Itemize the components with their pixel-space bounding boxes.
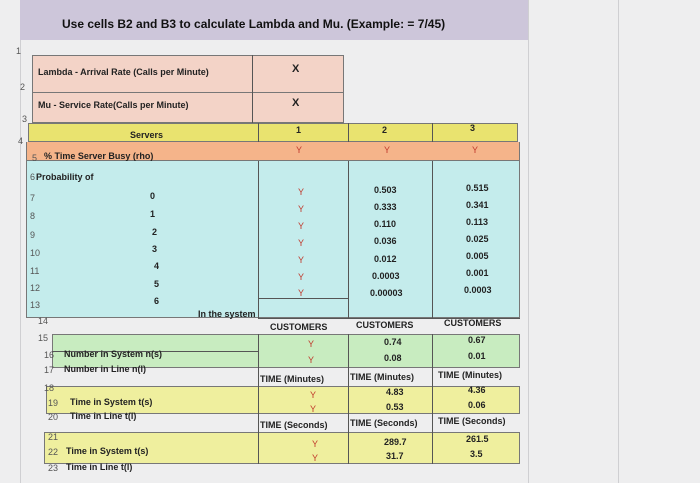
row-number: 18	[44, 383, 55, 393]
row-number: 19	[48, 398, 59, 408]
probability-block	[26, 161, 520, 318]
tl2-3[interactable]: 3.5	[470, 450, 483, 459]
row-number: 20	[48, 412, 59, 422]
prob-n-4: 4	[154, 262, 160, 271]
tl2-1[interactable]: Y	[312, 454, 319, 463]
time-min-header-3: TIME (Minutes)	[438, 371, 502, 380]
prob-c2-3[interactable]: 0.036	[374, 237, 397, 246]
prob-n-1: 1	[150, 210, 156, 219]
row-number: 14	[38, 316, 49, 326]
tl2-2[interactable]: 31.7	[386, 452, 404, 461]
time-sec-header-2: TIME (Seconds)	[350, 419, 418, 428]
row-number: 12	[30, 283, 41, 293]
row-number: 6	[30, 172, 36, 182]
prob-c1-2[interactable]: Y	[298, 222, 305, 231]
prob-c1-0[interactable]: Y	[298, 188, 305, 197]
row-number: 21	[48, 432, 59, 442]
prob-c3-0[interactable]: 0.515	[466, 184, 489, 193]
tl-2[interactable]: 0.53	[386, 403, 404, 412]
row-number: 17	[44, 365, 55, 375]
probability-label: Probability of	[36, 173, 94, 182]
tl-label: Time in Line t(l)	[70, 412, 137, 421]
row-number: 23	[48, 463, 59, 473]
time-sec-header-1: TIME (Seconds)	[260, 421, 328, 430]
ts2-1[interactable]: Y	[312, 440, 319, 449]
row-number: 16	[44, 350, 55, 360]
prob-c3-1[interactable]: 0.341	[466, 201, 489, 210]
page-title: Use cells B2 and B3 to calculate Lambda and Mu. (Example: = 7/45)	[62, 17, 446, 31]
prob-c2-6[interactable]: 0.00003	[370, 289, 403, 298]
prob-c3-2[interactable]: 0.113	[466, 218, 489, 227]
lambda-value-cell[interactable]: X	[292, 64, 300, 75]
ns-3[interactable]: 0.67	[468, 336, 486, 345]
customers-header-3: CUSTOMERS	[444, 319, 502, 328]
prob-n-5: 5	[154, 280, 160, 289]
ts-2[interactable]: 4.83	[386, 388, 404, 397]
prob-c2-1[interactable]: 0.333	[374, 203, 397, 212]
tl-1[interactable]: Y	[310, 405, 317, 414]
row-number: 22	[48, 447, 59, 457]
prob-c3-5[interactable]: 0.001	[466, 269, 489, 278]
customers-header-1: CUSTOMERS	[270, 323, 328, 332]
nl-1[interactable]: Y	[308, 356, 315, 365]
prob-c2-2[interactable]: 0.110	[374, 220, 397, 229]
servers-1: 1	[296, 126, 302, 135]
ns-2[interactable]: 0.74	[384, 338, 402, 347]
prob-c1-5[interactable]: Y	[298, 273, 305, 282]
ts-3[interactable]: 4.36	[468, 386, 486, 395]
rho-label: % Time Server Busy (rho)	[44, 152, 154, 161]
prob-n-6: 6	[154, 297, 160, 306]
nl-2[interactable]: 0.08	[384, 354, 402, 363]
ns-1[interactable]: Y	[308, 340, 315, 349]
row-number: 3	[22, 114, 28, 124]
ts-1[interactable]: Y	[310, 391, 317, 400]
tl2-label: Time in Line t(l)	[66, 463, 133, 472]
ns-label: Number in System n(s)	[64, 350, 163, 359]
row-number: 11	[30, 266, 40, 276]
time-min-header-1: TIME (Minutes)	[260, 375, 324, 384]
lambda-label: Lambda - Arrival Rate (Calls per Minute)	[38, 68, 209, 77]
row-number: 9	[30, 230, 36, 240]
prob-c3-6[interactable]: 0.0003	[464, 286, 492, 295]
row-number: 5	[32, 153, 38, 163]
nl-label: Number in Line n(l)	[64, 365, 146, 374]
prob-c2-0[interactable]: 0.503	[374, 186, 397, 195]
rho-3[interactable]: Y	[472, 146, 479, 155]
row-number: 10	[30, 248, 41, 258]
ts-label: Time in System t(s)	[70, 398, 153, 407]
servers-label: Servers	[130, 131, 164, 140]
time-min-header-2: TIME (Minutes)	[350, 373, 414, 382]
servers-3: 3	[470, 124, 476, 133]
nl-3[interactable]: 0.01	[468, 352, 486, 361]
row-number: 15	[38, 333, 49, 343]
prob-c3-3[interactable]: 0.025	[466, 235, 489, 244]
tl-3[interactable]: 0.06	[468, 401, 486, 410]
row-number: 1	[16, 46, 22, 56]
in-system-label: In the system	[198, 310, 256, 319]
row-number: 8	[30, 211, 36, 221]
rho-1[interactable]: Y	[296, 146, 303, 155]
row-number: 4	[18, 136, 24, 146]
time-sec-header-3: TIME (Seconds)	[438, 417, 506, 426]
rho-2[interactable]: Y	[384, 146, 391, 155]
prob-c1-1[interactable]: Y	[298, 205, 305, 214]
customers-header-2: CUSTOMERS	[356, 321, 414, 330]
prob-c2-4[interactable]: 0.012	[374, 255, 397, 264]
servers-row	[28, 123, 518, 142]
prob-c3-4[interactable]: 0.005	[466, 252, 489, 261]
ts2-label: Time in System t(s)	[66, 447, 149, 456]
row-number: 13	[30, 300, 41, 310]
mu-value-cell[interactable]: X	[292, 98, 300, 109]
prob-c1-4[interactable]: Y	[298, 256, 305, 265]
prob-c1-3[interactable]: Y	[298, 239, 305, 248]
prob-n-3: 3	[152, 245, 158, 254]
row-number: 7	[30, 193, 36, 203]
row-number: 2	[20, 82, 26, 92]
ts2-2[interactable]: 289.7	[384, 438, 407, 447]
prob-n-0: 0	[150, 192, 156, 201]
mu-label: Mu - Service Rate(Calls per Minute)	[38, 101, 189, 110]
prob-c2-5[interactable]: 0.0003	[372, 272, 400, 281]
servers-2: 2	[382, 126, 388, 135]
prob-c1-6[interactable]: Y	[298, 289, 305, 298]
ts2-3[interactable]: 261.5	[466, 435, 489, 444]
prob-n-2: 2	[152, 228, 158, 237]
